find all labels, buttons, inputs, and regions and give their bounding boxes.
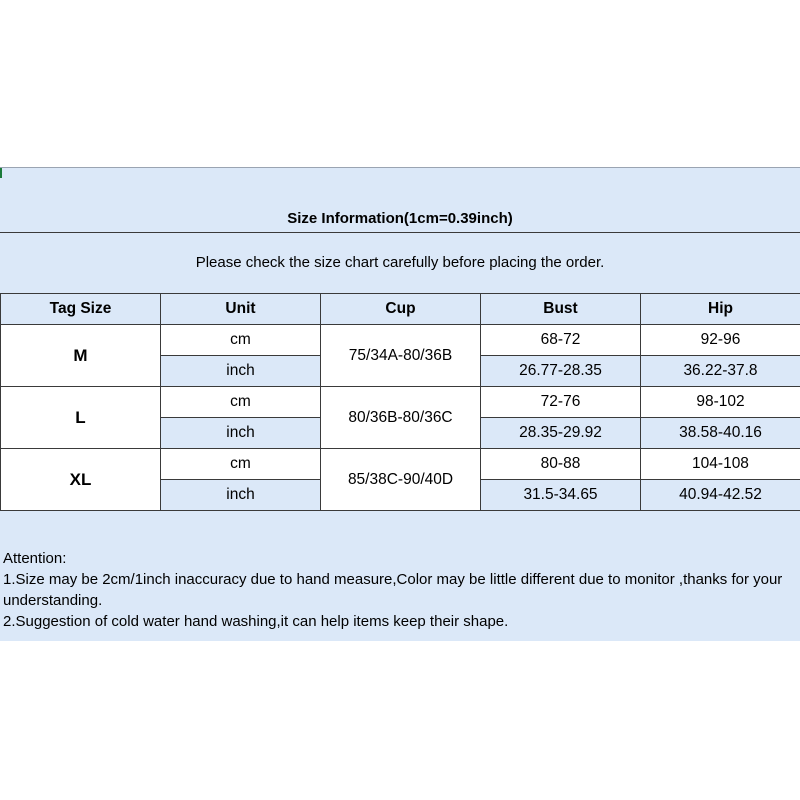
hip-cell: 40.94-42.52 (641, 480, 800, 511)
bust-cell: 80-88 (481, 449, 641, 480)
header-tag-size: Tag Size (1, 294, 161, 325)
hip-cell: 92-96 (641, 325, 800, 356)
order-note: Please check the size chart carefully before placing the order. (195, 254, 605, 271)
hip-cell: 98-102 (641, 387, 800, 418)
tag-size-cell: M (1, 325, 161, 387)
table-row (1, 449, 800, 480)
attention-heading: Attention: (3, 550, 67, 567)
header-unit: Unit (161, 294, 321, 325)
cup-cell: 80/36B-80/36C (321, 387, 481, 449)
divider (0, 232, 800, 233)
hip-cell: 38.58-40.16 (641, 418, 800, 449)
unit-cell: inch (161, 418, 321, 449)
attention-line-2: 2.Suggestion of cold water hand washing,it can help items keep their shape. (3, 613, 509, 630)
chart-title: Size Information(1cm=0.39inch) (287, 210, 513, 227)
table-row (1, 387, 800, 418)
size-table (0, 293, 800, 511)
bust-cell: 72-76 (481, 387, 641, 418)
unit-cell: cm (161, 387, 321, 418)
cup-cell: 75/34A-80/36B (321, 325, 481, 387)
corner-marker (0, 168, 2, 178)
unit-cell: cm (161, 325, 321, 356)
attention-line-1: 1.Size may be 2cm/1inch inaccuracy due to hand measure,Color may be little different due to monitor ,thanks for your understanding. (3, 571, 783, 609)
unit-cell: cm (161, 449, 321, 480)
header-cup: Cup (321, 294, 481, 325)
bust-cell: 28.35-29.92 (481, 418, 641, 449)
tag-size-cell: XL (1, 449, 161, 511)
table-header-row (1, 294, 800, 325)
bust-cell: 26.77-28.35 (481, 356, 641, 387)
table-row (1, 325, 800, 356)
bust-cell: 68-72 (481, 325, 641, 356)
unit-cell: inch (161, 356, 321, 387)
unit-cell: inch (161, 480, 321, 511)
tag-size-cell: L (1, 387, 161, 449)
header-bust: Bust (481, 294, 641, 325)
hip-cell: 36.22-37.8 (641, 356, 800, 387)
attention-notes (3, 548, 797, 632)
bust-cell: 31.5-34.65 (481, 480, 641, 511)
cup-cell: 85/38C-90/40D (321, 449, 481, 511)
header-hip: Hip (641, 294, 800, 325)
hip-cell: 104-108 (641, 449, 800, 480)
size-chart-sheet (0, 167, 800, 641)
